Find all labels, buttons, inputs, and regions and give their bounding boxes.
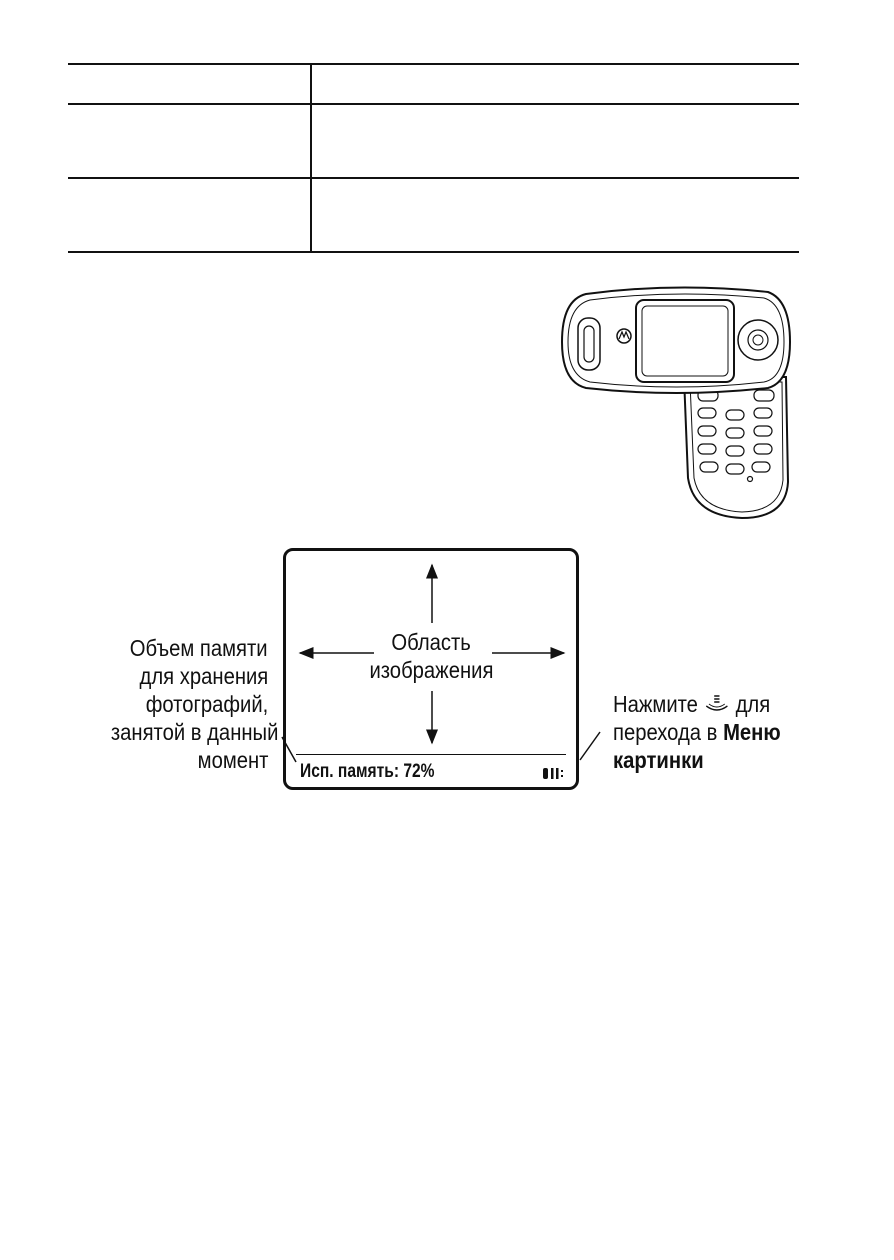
swivel-phone-illustration [556, 282, 796, 522]
image-area-label-line2: изображения [365, 656, 496, 684]
callout-line: для хранения [139, 663, 268, 689]
camera-screen-diagram [283, 548, 579, 790]
table-header-row [68, 64, 799, 104]
image-area-label-line1: Область [388, 628, 474, 656]
status-divider [296, 754, 566, 755]
menu-key-icon [704, 694, 730, 714]
callout-line: фотографий, [145, 691, 268, 717]
callout-line: перехода в Меню [613, 719, 781, 745]
menu-term: Меню [723, 719, 781, 745]
callout-line: занятой в данный [110, 719, 279, 745]
memory-usage-callout [88, 634, 279, 774]
memory-status: Исп. память: 72% [300, 761, 435, 782]
table-row [68, 178, 799, 252]
callout-line: Нажмите для [613, 691, 771, 717]
table-row [68, 104, 799, 178]
menu-key-icon [542, 765, 564, 781]
image-area-label [286, 628, 576, 684]
callout-line: Объем памяти [130, 635, 268, 661]
menu-key-callout [613, 690, 813, 774]
info-table [68, 63, 799, 253]
callout-line: момент [197, 747, 268, 773]
menu-term: картинки [613, 747, 704, 773]
